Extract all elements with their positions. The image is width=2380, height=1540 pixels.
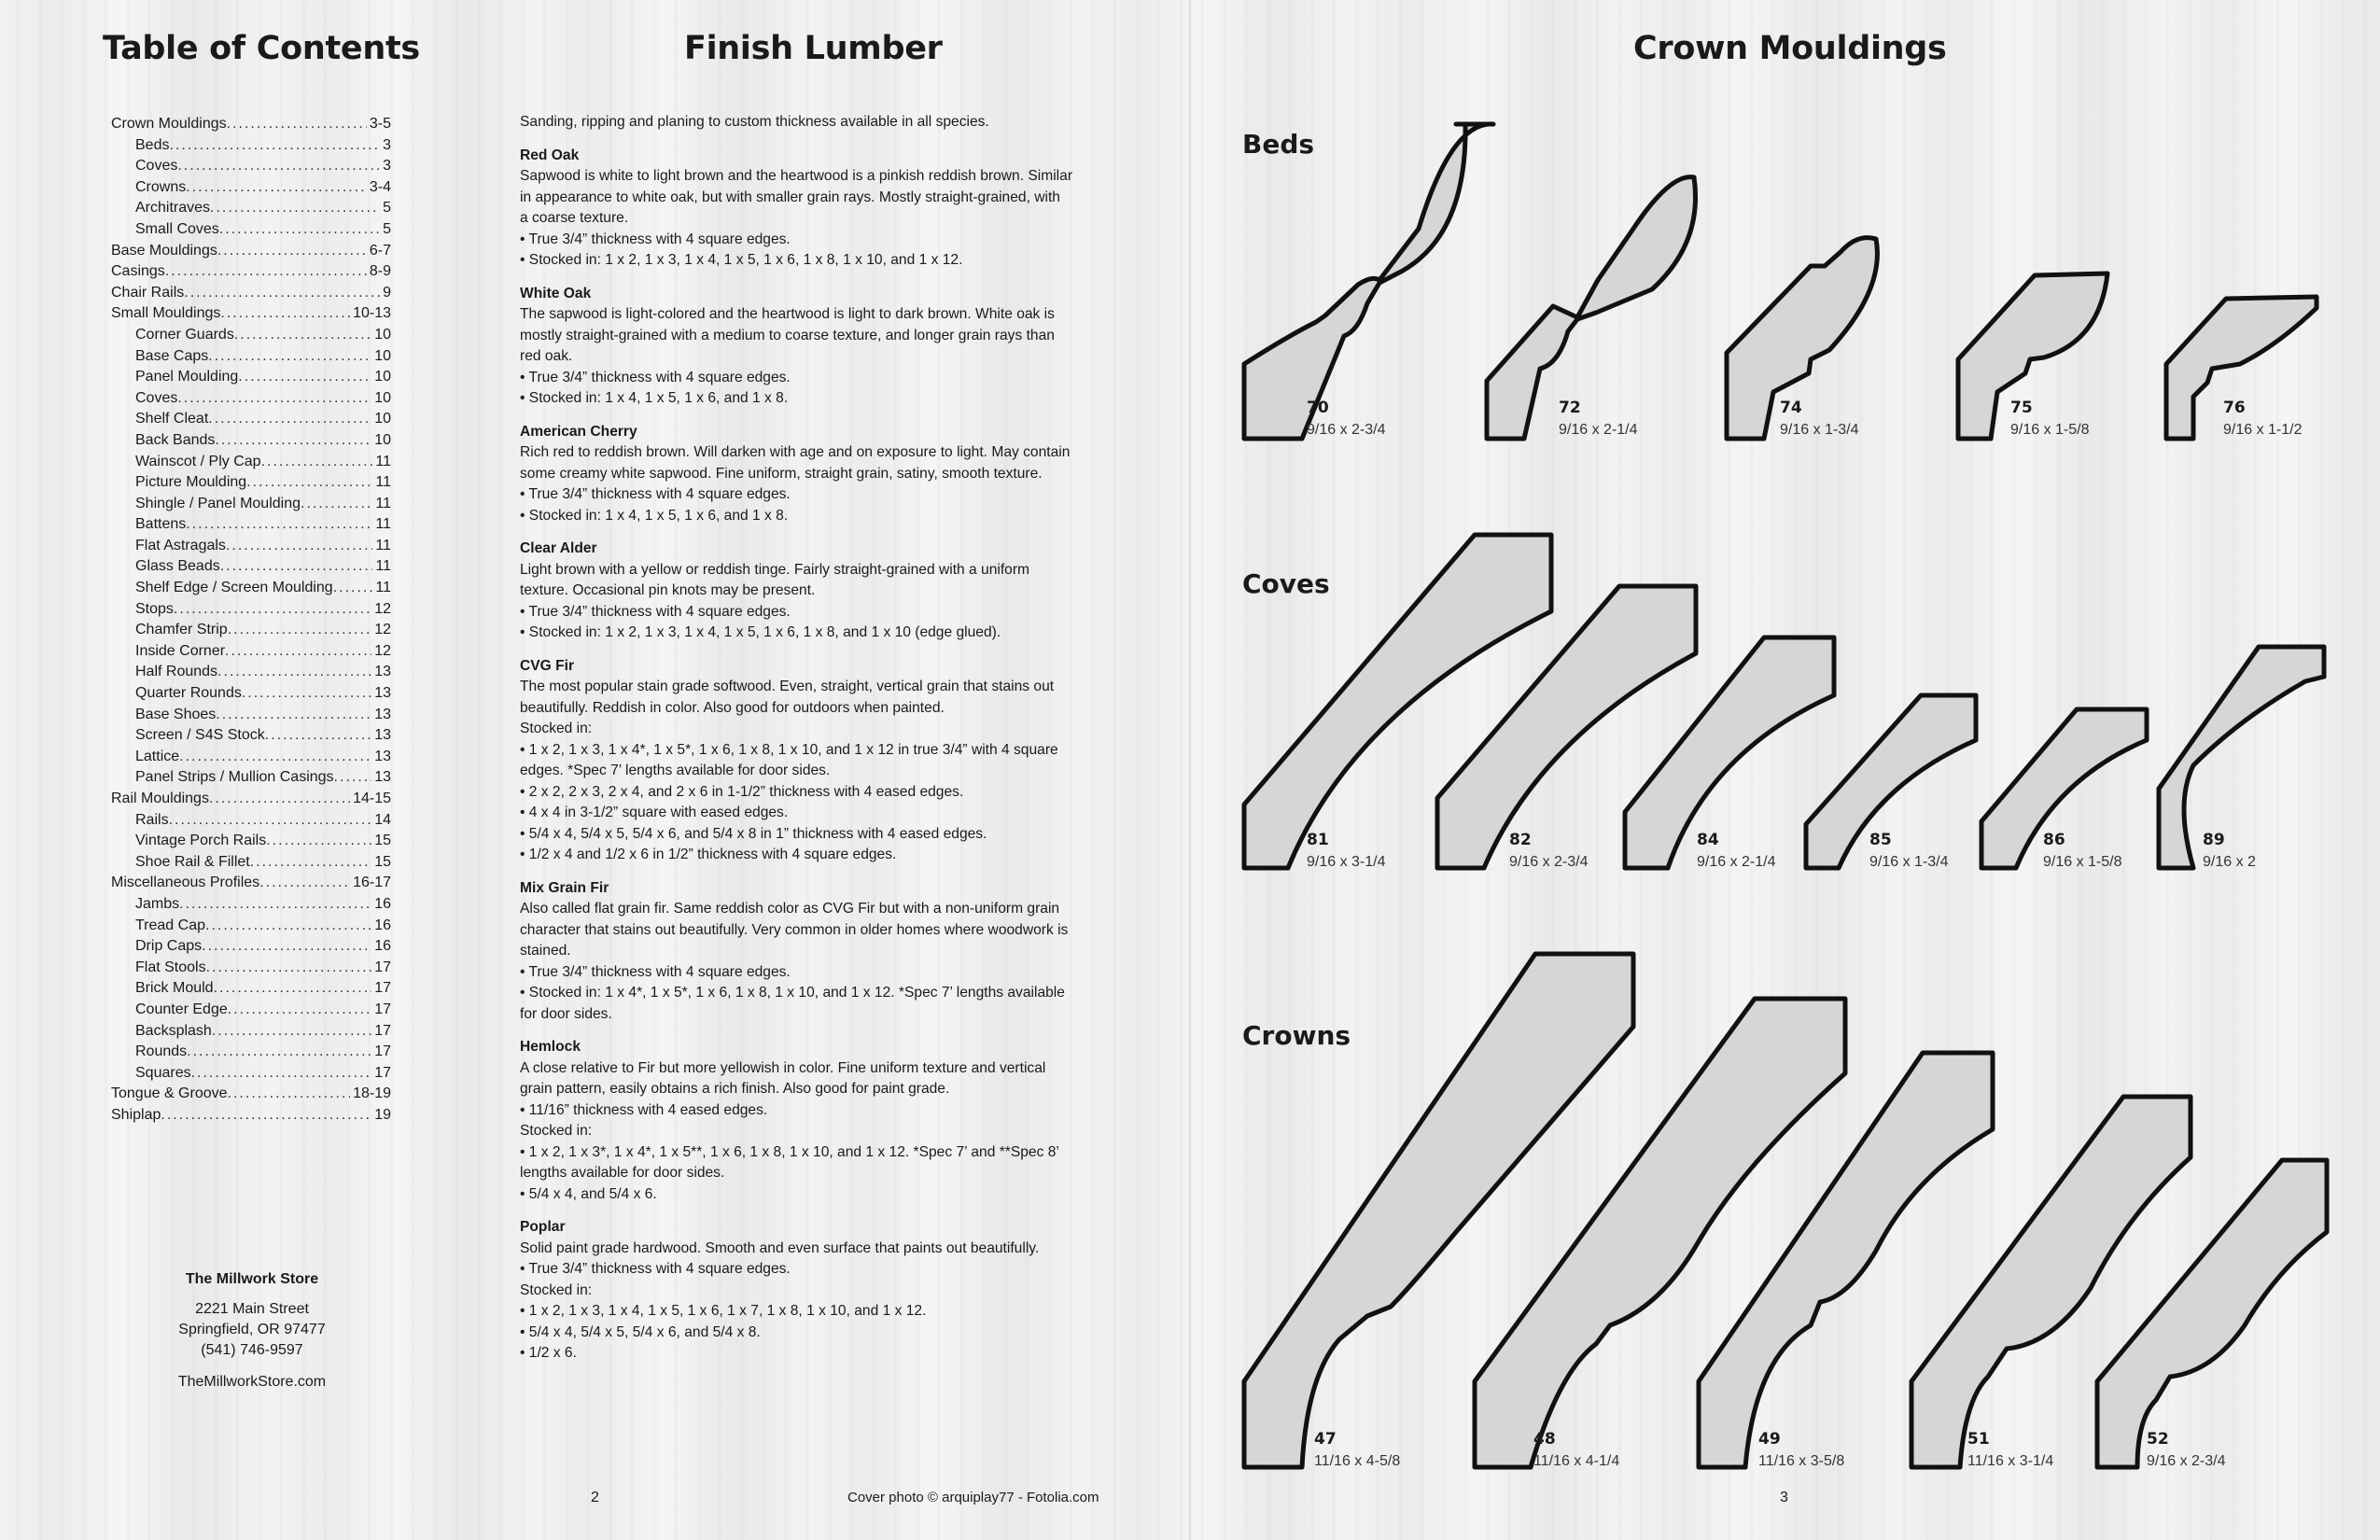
moulding-profile-shape-47 bbox=[1244, 954, 1633, 1467]
species-description-line: a coarse texture. bbox=[520, 210, 629, 226]
toc-entry-label: Shelf Cleat bbox=[135, 411, 209, 427]
toc-entry-label: Casings bbox=[111, 263, 165, 280]
species-description-line: The most popular stain grade softwood. Even, straight, vertical grain that stains out bbox=[520, 679, 1055, 694]
moulding-profile-number: 86 bbox=[2043, 831, 2065, 849]
toc-entry-label: Back Bands bbox=[135, 431, 216, 448]
toc-entry-page: 11 bbox=[375, 537, 391, 553]
toc-entry-label: Drip Caps bbox=[135, 938, 203, 955]
species-description-line: edges. *Spec 7’ lengths available for door sides. bbox=[520, 763, 831, 778]
moulding-profile-shape-75 bbox=[1958, 273, 2107, 439]
moulding-profile-dimensions: 9/16 x 2 bbox=[2203, 854, 2256, 870]
moulding-profile-number: 81 bbox=[1307, 831, 1329, 849]
species-description-line: • True 3/4” thickness with 4 square edges. bbox=[520, 963, 791, 980]
moulding-profile-number: 70 bbox=[1307, 399, 1329, 417]
toc-entry-page: 10 bbox=[374, 389, 391, 406]
species-description-line: beautifully. Reddish in color. Also good for outdoors when painted. bbox=[520, 699, 945, 716]
species-description-line: some creamy white sapwood. Fine uniform, straight grain, satiny, smooth texture. bbox=[520, 465, 1043, 482]
toc-entry-page: 12 bbox=[374, 600, 391, 617]
moulding-profile-number: 52 bbox=[2147, 1430, 2169, 1449]
moulding-profile-shape-72 bbox=[1487, 177, 1696, 439]
species-name: Red Oak bbox=[520, 147, 580, 163]
toc-entry-label: Glass Beads bbox=[135, 558, 220, 575]
species-description-line: character that stains out beautifully. Very common in older homes where woodwork is bbox=[520, 921, 1069, 938]
species-description-line: • 1 x 2, 1 x 3, 1 x 4, 1 x 5, 1 x 6, 1 x 7, 1 x 8, 1 x 10, and 1 x 12. bbox=[520, 1303, 927, 1319]
cover-photo-credit: Cover photo © arquiplay77 - Fotolia.com bbox=[847, 1490, 1099, 1505]
store-street: 2221 Main Street bbox=[195, 1301, 309, 1317]
moulding-profile-dimensions: 9/16 x 1-5/8 bbox=[2010, 422, 2090, 438]
moulding-profile-number: 84 bbox=[1697, 831, 1719, 849]
finish-lumber-intro: Sanding, ripping and planing to custom thickness available in all species. bbox=[520, 114, 989, 130]
toc-entry-page: 17 bbox=[374, 1001, 391, 1017]
moulding-profile-dimensions: 11/16 x 4-1/4 bbox=[1533, 1453, 1620, 1469]
toc-entry-page: 6-7 bbox=[369, 242, 391, 259]
species-description-line: • True 3/4” thickness with 4 square edges. bbox=[520, 603, 791, 620]
moulding-profile-dimensions: 11/16 x 4-5/8 bbox=[1314, 1453, 1401, 1469]
moulding-profile-shape-76 bbox=[2166, 297, 2317, 439]
species-description-line: • 1/2 x 6. bbox=[520, 1345, 577, 1361]
toc-entry-label: Squares bbox=[135, 1064, 191, 1081]
moulding-profile-number: 82 bbox=[1509, 831, 1532, 849]
toc-entry-page: 15 bbox=[374, 833, 391, 849]
toc-entry-label: Rails bbox=[135, 811, 169, 828]
moulding-profile-dimensions: 9/16 x 2-1/4 bbox=[1559, 422, 1638, 438]
species-description-line: • Stocked in: 1 x 2, 1 x 3, 1 x 4, 1 x 5, 1 x 6, 1 x 8, 1 x 10, and 1 x 12. bbox=[520, 252, 963, 268]
species-description-line: • 5/4 x 4, 5/4 x 5, 5/4 x 6, and 5/4 x 8 in 1” thickness with 4 eased edges. bbox=[520, 825, 987, 842]
toc-entry-label: Base Mouldings bbox=[111, 242, 217, 259]
species-description-line: • 4 x 4 in 3-1/2” square with eased edges. bbox=[520, 805, 789, 820]
moulding-profile-dimensions: 9/16 x 2-3/4 bbox=[2147, 1453, 2226, 1469]
species-description-line: lengths available for door sides. bbox=[520, 1165, 725, 1181]
toc-entry-page: 17 bbox=[374, 959, 391, 975]
toc-entry-label: Lattice bbox=[135, 748, 180, 764]
toc-entry-label: Shiplap bbox=[111, 1106, 161, 1123]
store-city: Springfield, OR 97477 bbox=[178, 1322, 326, 1337]
toc-entry-label: Counter Edge bbox=[135, 1001, 228, 1017]
toc-entry-page: 3-5 bbox=[369, 116, 391, 132]
moulding-profile-number: 89 bbox=[2203, 831, 2225, 849]
toc-entry-page: 8-9 bbox=[369, 263, 391, 280]
crown-mouldings-title: Crown Mouldings bbox=[1633, 30, 1947, 67]
toc-entry-page: 16 bbox=[374, 938, 391, 955]
species-name: American Cherry bbox=[520, 423, 637, 440]
toc-entry-page: 17 bbox=[374, 980, 391, 997]
moulding-profile-number: 76 bbox=[2223, 399, 2246, 417]
toc-entry-page: 11 bbox=[375, 580, 391, 596]
toc-entry-label: Jambs bbox=[135, 895, 180, 912]
toc-entry-label: Chamfer Strip bbox=[135, 622, 228, 638]
moulding-profile-dimensions: 9/16 x 1-3/4 bbox=[1780, 422, 1859, 438]
species-description-line: Sapwood is white to light brown and the heartwood is a pinkish reddish brown. Similar bbox=[520, 168, 1073, 184]
toc-entry-page: 5 bbox=[383, 220, 391, 237]
species-description-line: red oak. bbox=[520, 348, 573, 364]
toc-entry-page: 17 bbox=[374, 1022, 391, 1039]
toc-entry-label: Architraves bbox=[135, 200, 211, 217]
page-number-right: 3 bbox=[1780, 1490, 1788, 1505]
toc-entry-page: 13 bbox=[374, 727, 391, 744]
moulding-profile-dimensions: 9/16 x 2-3/4 bbox=[1509, 854, 1589, 870]
species-description-line: • Stocked in: 1 x 2, 1 x 3, 1 x 4, 1 x 5, 1 x 6, 1 x 8, and 1 x 10 (edge glued). bbox=[520, 624, 1001, 640]
species-description-line: Stocked in: bbox=[520, 721, 593, 736]
species-name: Mix Grain Fir bbox=[520, 879, 609, 896]
toc-entry-label: Shelf Edge / Screen Moulding bbox=[135, 580, 333, 596]
moulding-profile-shape-70 bbox=[1244, 124, 1493, 439]
toc-entry-label: Panel Strips / Mullion Casings bbox=[135, 769, 334, 786]
toc-entry-page: 10 bbox=[374, 347, 391, 364]
toc-entry-page: 10-13 bbox=[353, 305, 391, 322]
toc-entry-page: 10 bbox=[374, 431, 391, 448]
toc-entry-page: 9 bbox=[383, 284, 391, 301]
toc-entry-label: Base Shoes bbox=[135, 706, 217, 722]
toc-entry-page: 13 bbox=[374, 769, 391, 786]
toc-entry-label: Crown Mouldings bbox=[111, 116, 227, 132]
species-description-line: Light brown with a yellow or reddish tinge. Fairly straight-grained with a uniform bbox=[520, 561, 1030, 578]
species-description-line: grain pattern, easily obtains a rich finish. Also good for paint grade. bbox=[520, 1081, 950, 1097]
toc-entry-label: Beds bbox=[135, 136, 170, 153]
moulding-profile-dimensions: 9/16 x 1-5/8 bbox=[2043, 854, 2122, 870]
moulding-profile-dimensions: 9/16 x 1-3/4 bbox=[1869, 854, 1949, 870]
toc-entry-label: Miscellaneous Profiles bbox=[111, 875, 260, 891]
toc-entry-label: Small Coves bbox=[135, 220, 219, 237]
species-description-line: in appearance to white oak, but with smaller grain rays. Mostly straight-grained, with bbox=[520, 189, 1060, 205]
species-description-line: • True 3/4” thickness with 4 square edges. bbox=[520, 486, 791, 502]
species-description-line: • 1 x 2, 1 x 3, 1 x 4*, 1 x 5*, 1 x 6, 1 x 8, 1 x 10, and 1 x 12 in true 3/4” with 4 square bbox=[520, 741, 1058, 758]
species-description-line: Solid paint grade hardwood. Smooth and even surface that paints out beautifully. bbox=[520, 1239, 1040, 1256]
toc-entry-label: Coves bbox=[135, 158, 178, 175]
moulding-profile-dimensions: 9/16 x 2-3/4 bbox=[1307, 422, 1386, 438]
species-description-line: The sapwood is light-colored and the heartwood is light to dark brown. White oak is bbox=[520, 306, 1055, 322]
toc-entry-page: 15 bbox=[374, 853, 391, 870]
moulding-profile-number: 74 bbox=[1780, 399, 1802, 417]
species-description-line: • True 3/4” thickness with 4 square edges. bbox=[520, 369, 791, 385]
toc-entry-page: 13 bbox=[374, 685, 391, 702]
species-description-line: Stocked in: bbox=[520, 1123, 593, 1139]
species-description-line: texture. Occasional pin knots may be present. bbox=[520, 582, 816, 598]
toc-entry-page: 11 bbox=[375, 495, 391, 511]
toc-entry-label: Flat Stools bbox=[135, 959, 206, 975]
toc-entry-page: 10 bbox=[374, 326, 391, 343]
species-name: Poplar bbox=[520, 1219, 566, 1235]
species-description-line: • 5/4 x 4, 5/4 x 5, 5/4 x 6, and 5/4 x 8. bbox=[520, 1323, 761, 1340]
moulding-profile-number: 49 bbox=[1758, 1430, 1781, 1449]
toc-entry-label: Quarter Rounds bbox=[135, 685, 242, 702]
toc-entry-page: 16 bbox=[374, 895, 391, 912]
moulding-profile-number: 85 bbox=[1869, 831, 1892, 849]
toc-entry-page: 17 bbox=[374, 1064, 391, 1081]
species-description-line: • Stocked in: 1 x 4, 1 x 5, 1 x 6, and 1 x 8. bbox=[520, 390, 789, 406]
toc-entry-page: 12 bbox=[374, 642, 391, 659]
toc-entry-page: 10 bbox=[374, 411, 391, 427]
moulding-profile-shape-74 bbox=[1727, 238, 1877, 439]
toc-entry-page: 14 bbox=[374, 811, 391, 828]
species-name: Hemlock bbox=[520, 1039, 581, 1055]
toc-entry-page: 14-15 bbox=[353, 791, 391, 806]
toc-entry-page: 13 bbox=[374, 748, 391, 764]
toc-entry-page: 3 bbox=[383, 136, 391, 153]
moulding-profile-dimensions: 11/16 x 3-1/4 bbox=[1967, 1453, 2054, 1469]
toc-entry-label: Rounds bbox=[135, 1043, 188, 1060]
species-description-line: stained. bbox=[520, 943, 571, 959]
toc-entry-label: Inside Corner bbox=[135, 642, 226, 659]
toc-entry-label: Corner Guards bbox=[135, 326, 234, 343]
toc-entry-label: Tongue & Groove bbox=[111, 1085, 228, 1102]
toc-entry-label: Small Mouldings bbox=[111, 305, 221, 322]
toc-entry-label: Picture Moulding bbox=[135, 474, 247, 491]
toc-entry-page: 16 bbox=[374, 917, 391, 933]
toc-entry-page: 10 bbox=[374, 369, 391, 385]
moulding-profile-dimensions: 9/16 x 1-1/2 bbox=[2223, 422, 2303, 438]
toc-entry-label: Crowns bbox=[135, 178, 187, 195]
moulding-profile-dimensions: 9/16 x 3-1/4 bbox=[1307, 854, 1386, 870]
moulding-profile-shape-89 bbox=[2159, 647, 2324, 868]
species-description-line: • True 3/4” thickness with 4 square edges. bbox=[520, 231, 791, 247]
finish-lumber-title: Finish Lumber bbox=[684, 30, 943, 67]
toc-entry-label: Stops bbox=[135, 600, 174, 617]
category-coves-heading: Coves bbox=[1242, 568, 1330, 599]
species-description-line: • 5/4 x 4, and 5/4 x 6. bbox=[520, 1185, 657, 1202]
species-description-line: • Stocked in: 1 x 4*, 1 x 5*, 1 x 6, 1 x 8, 1 x 10, and 1 x 12. *Spec 7’ lengths available bbox=[520, 985, 1065, 1001]
toc-entry-label: Flat Astragals bbox=[135, 537, 226, 553]
toc-entry-label: Half Rounds bbox=[135, 664, 218, 680]
store-phone: (541) 746-9597 bbox=[201, 1342, 303, 1358]
moulding-profile-number: 51 bbox=[1967, 1430, 1990, 1449]
species-description-line: • 1/2 x 4 and 1/2 x 6 in 1/2” thickness with 4 square edges. bbox=[520, 847, 897, 862]
toc-entry-page: 11 bbox=[375, 558, 391, 575]
toc-entry-label: Chair Rails bbox=[111, 284, 185, 301]
toc-entry-page: 12 bbox=[374, 622, 391, 638]
toc-entry-label: Shoe Rail & Fillet bbox=[135, 853, 250, 870]
toc-entry-page: 3 bbox=[383, 158, 391, 175]
moulding-profile-number: 47 bbox=[1314, 1430, 1337, 1449]
store-name: The Millwork Store bbox=[185, 1271, 319, 1287]
toc-entry-label: Battens bbox=[135, 516, 187, 533]
toc-entry-label: Panel Moulding bbox=[135, 369, 239, 385]
species-name: CVG Fir bbox=[520, 657, 575, 674]
toc-entry-label: Coves bbox=[135, 389, 178, 406]
species-name: White Oak bbox=[520, 285, 592, 301]
toc-title: Table of Contents bbox=[103, 30, 420, 67]
toc-entry-label: Vintage Porch Rails bbox=[135, 833, 267, 849]
species-description-line: • True 3/4” thickness with 4 square edges. bbox=[520, 1261, 791, 1277]
category-beds-heading: Beds bbox=[1242, 129, 1315, 160]
species-description-line: mostly straight-grained with a medium to coarse texture, and longer grain rays than bbox=[520, 327, 1055, 343]
toc-entry-label: Screen / S4S Stock bbox=[135, 727, 265, 744]
species-description-line: for door sides. bbox=[520, 1005, 612, 1022]
toc-entry-page: 13 bbox=[374, 706, 391, 722]
species-description-line: • 2 x 2, 2 x 3, 2 x 4, and 2 x 6 in 1-1/2” thickness with 4 eased edges. bbox=[520, 783, 964, 800]
species-description-line: • 11/16” thickness with 4 eased edges. bbox=[520, 1101, 768, 1118]
species-description-line: Also called flat grain fir. Same reddish color as CVG Fir but with a non-uniform grain bbox=[520, 901, 1060, 917]
species-description-line: • Stocked in: 1 x 4, 1 x 5, 1 x 6, and 1 x 8. bbox=[520, 507, 789, 524]
toc-entry-label: Brick Mould bbox=[135, 980, 214, 997]
species-description-line: • 1 x 2, 1 x 3*, 1 x 4*, 1 x 5**, 1 x 6, 1 x 8, 1 x 10, and 1 x 12. *Spec 7’ and **Spec 8’ bbox=[520, 1143, 1059, 1160]
moulding-profile-number: 75 bbox=[2010, 399, 2033, 417]
toc-entry-page: 3-4 bbox=[369, 178, 391, 195]
species-description-line: A close relative to Fir but more yellowish in color. Fine uniform texture and vertical bbox=[520, 1059, 1046, 1076]
toc-entry-label: Wainscot / Ply Cap bbox=[135, 453, 261, 469]
toc-entry-page: 13 bbox=[374, 664, 391, 680]
toc-entry-page: 11 bbox=[375, 453, 391, 469]
store-website-link[interactable]: TheMillworkStore.com bbox=[177, 1374, 327, 1390]
species-description-line: Rich red to reddish brown. Will darken with age and on exposure to light. May contain bbox=[520, 444, 1071, 460]
page-number-left: 2 bbox=[591, 1490, 599, 1505]
toc-entry-page: 17 bbox=[374, 1043, 391, 1060]
toc-entry-page: 16-17 bbox=[353, 875, 391, 891]
toc-entry-page: 11 bbox=[375, 516, 391, 533]
category-crowns-heading: Crowns bbox=[1242, 1020, 1351, 1051]
toc-entry-page: 5 bbox=[383, 200, 391, 217]
moulding-profile-dimensions: 9/16 x 2-1/4 bbox=[1697, 854, 1776, 870]
toc-entry-label: Base Caps bbox=[135, 347, 209, 364]
toc-entry-page: 18-19 bbox=[353, 1085, 391, 1102]
toc-entry-page: 19 bbox=[374, 1106, 391, 1123]
moulding-profile-number: 48 bbox=[1533, 1430, 1556, 1449]
toc-entry-label: Rail Mouldings bbox=[111, 791, 209, 806]
toc-entry-label: Backsplash bbox=[135, 1022, 212, 1039]
moulding-profile-number: 72 bbox=[1559, 399, 1581, 417]
species-description-line: Stocked in: bbox=[520, 1281, 593, 1298]
toc-entry-label: Tread Cap bbox=[135, 917, 205, 933]
toc-entry-page: 11 bbox=[375, 474, 391, 491]
species-name: Clear Alder bbox=[520, 540, 597, 556]
toc-entry-label: Shingle / Panel Moulding bbox=[135, 495, 301, 511]
moulding-profile-dimensions: 11/16 x 3-5/8 bbox=[1758, 1453, 1845, 1469]
